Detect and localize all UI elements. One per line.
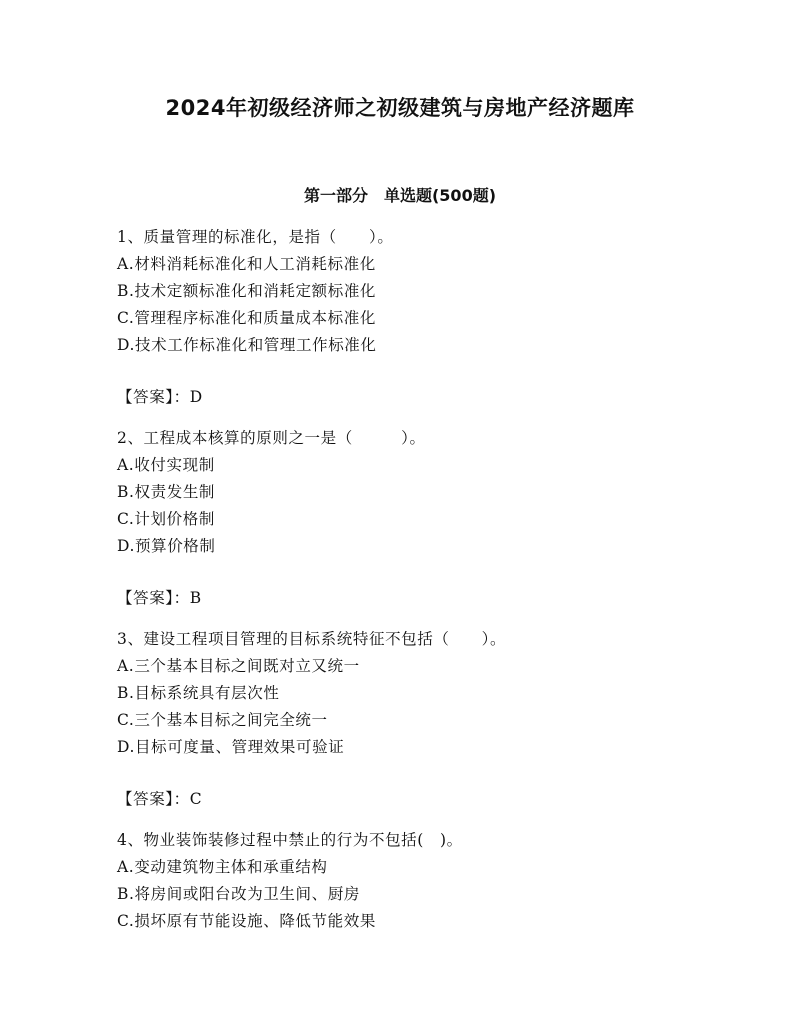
option-b: B.技术定额标准化和消耗定额标准化 [117, 282, 377, 300]
question-stem: 1、质量管理的标准化，是指（ ）。 [117, 228, 394, 246]
question-2 [117, 425, 737, 612]
option-d: D.目标可度量、管理效果可验证 [117, 738, 345, 756]
question-1 [117, 224, 737, 411]
document-title: 2024年初级经济师之初级建筑与房地产经济题库 [165, 96, 635, 120]
question-stem: 2、工程成本核算的原则之一是（ ）。 [117, 429, 426, 447]
option-b: B.权责发生制 [117, 483, 216, 501]
option-a: A.三个基本目标之间既对立又统一 [117, 657, 360, 675]
question-4 [117, 827, 737, 935]
option-c: C.管理程序标准化和质量成本标准化 [117, 309, 376, 327]
question-3 [117, 626, 737, 813]
option-c: C.三个基本目标之间完全统一 [117, 711, 328, 729]
question-list [117, 224, 737, 935]
section-heading: 第一部分 单选题(500题) [303, 186, 497, 205]
option-c: C.损坏原有节能设施、降低节能效果 [117, 912, 376, 930]
option-a: A.收付实现制 [117, 456, 215, 474]
question-stem: 3、建设工程项目管理的目标系统特征不包括（ ）。 [117, 630, 507, 648]
option-a: A.材料消耗标准化和人工消耗标准化 [117, 255, 376, 273]
option-a: A.变动建筑物主体和承重结构 [117, 858, 328, 876]
option-d: D.预算价格制 [117, 537, 216, 555]
answer-label: 【答案】：B [117, 589, 202, 607]
answer-label: 【答案】：C [117, 790, 203, 808]
answer-label: 【答案】：D [117, 388, 203, 406]
option-c: C.计划价格制 [117, 510, 215, 528]
option-b: B.目标系统具有层次性 [117, 684, 280, 702]
question-stem: 4、物业装饰装修过程中禁止的行为不包括( )。 [117, 831, 463, 849]
option-d: D.技术工作标准化和管理工作标准化 [117, 336, 377, 354]
option-b: B.将房间或阳台改为卫生间、厨房 [117, 885, 360, 903]
